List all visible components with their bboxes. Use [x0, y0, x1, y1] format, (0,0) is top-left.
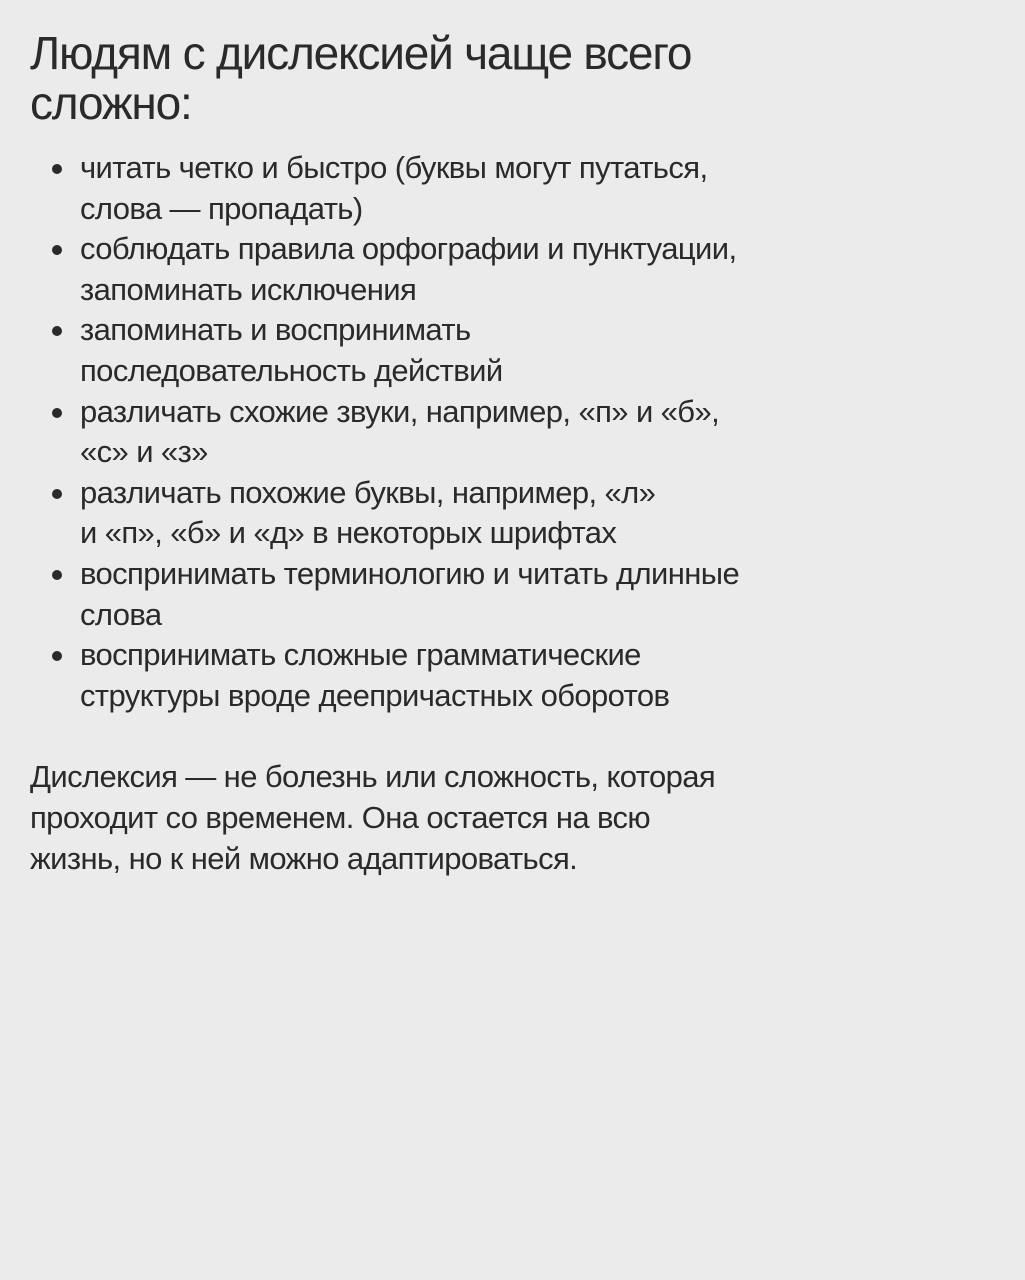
closing-paragraph [30, 757, 850, 879]
bullet-icon [52, 651, 62, 661]
list-item-line: различать похожие буквы, например, «л» [80, 474, 656, 510]
list-item-line: читать четко и быстро (буквы могут путаться, [80, 150, 708, 185]
list-item-line: воспринимать терминологию и читать длинные [80, 555, 740, 591]
list-item [30, 229, 910, 310]
list-item [30, 635, 910, 716]
bullet-icon [52, 408, 62, 418]
list-item-line: последовательность действий [80, 352, 503, 388]
list-item-line: «с» и «з» [80, 434, 208, 470]
bullet-icon [52, 326, 62, 336]
list-item-line: воспринимать сложные грамматические [80, 637, 641, 673]
bullet-icon [52, 570, 62, 580]
bullet-icon [52, 245, 62, 255]
bullet-icon [52, 489, 62, 499]
list-item [30, 473, 910, 554]
list-item-line: и «п», «б» и «д» в некоторых шрифтах [80, 515, 617, 551]
list-item [30, 148, 910, 229]
difficulty-list [30, 148, 985, 716]
list-item-line: структуры вроде деепричастных оборотов [80, 677, 670, 713]
slide-title: Людям с дислексией чаще всего сложно: [30, 27, 692, 129]
list-item-line: различать схожие звуки, например, «п» и «б», [80, 393, 720, 429]
bullet-icon [52, 164, 62, 174]
list-item-line: слова — пропадать) [80, 190, 363, 226]
list-item-line: запоминать и воспринимать [80, 312, 471, 348]
list-item [30, 554, 910, 635]
list-item-line: запоминать исключения [80, 271, 417, 307]
list-item [30, 392, 910, 473]
list-item [30, 310, 910, 391]
paragraph-line: Дислексия — не болезнь или сложность, которая [30, 759, 716, 795]
paragraph-line: жизнь, но к ней можно адаптироваться. [30, 840, 578, 876]
list-item-line: соблюдать правила орфографии и пунктуации, [80, 231, 737, 267]
list-item-line: слова [80, 596, 162, 632]
paragraph-line: проходит со временем. Она остается на всю [30, 799, 651, 835]
